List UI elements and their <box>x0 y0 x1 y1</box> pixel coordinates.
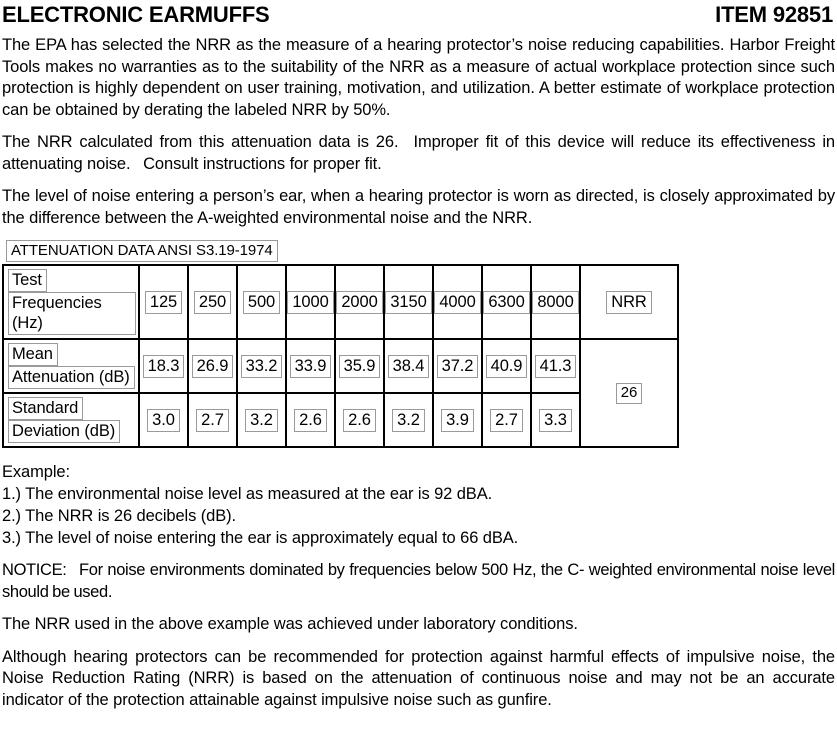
paragraph-noise-level: The level of noise entering a person’s ear, when a hearing protector is worn as directed, is closely approximated by the difference between the A-weighted environmental noise and the NRR. <box>2 187 835 227</box>
cell-value: 2.7 <box>490 409 523 432</box>
row-label-test-frequencies <box>3 265 139 339</box>
cell-value: 500 <box>243 291 280 314</box>
example-item-1: 1.) The environmental noise level as measured at the ear is 92 dBA. <box>2 485 493 503</box>
paragraph-nrr-calculated: The NRR calculated from this attenuation data is 26. Improper fit of this device will reduce its effectiveness in attenuating noise. Consult instructions for proper fit. <box>2 133 835 173</box>
cell-value: 3.0 <box>147 409 180 432</box>
attenuation-table-caption: ATTENUATION DATA ANSI S3.19-1974 <box>6 240 278 262</box>
example-item-3: 3.) The level of noise entering the ear is approximately equal to 66 dBA. <box>2 529 519 547</box>
table-row-test-frequencies <box>3 265 678 339</box>
cell-frequency-125 <box>139 265 188 339</box>
cell-nrr-header <box>580 265 678 339</box>
cell-value: 3.9 <box>441 409 474 432</box>
cell-value: 18.3 <box>143 355 185 378</box>
cell-value: 35.9 <box>339 355 381 378</box>
cell-mean-6300 <box>482 339 531 393</box>
cell-mean-125 <box>139 339 188 393</box>
cell-value: 37.2 <box>437 355 479 378</box>
table-row-mean-attenuation <box>3 339 678 393</box>
cell-sd-2000 <box>335 393 384 447</box>
cell-mean-4000 <box>433 339 482 393</box>
cell-sd-3150 <box>384 393 433 447</box>
cell-nrr-value <box>580 339 678 447</box>
nrr-value: 26 <box>616 383 643 404</box>
cell-sd-250 <box>188 393 237 447</box>
row-label-line-1: Standard <box>8 397 83 420</box>
cell-frequency-4000 <box>433 265 482 339</box>
cell-value: 6300 <box>483 291 529 314</box>
cell-value: 33.9 <box>290 355 332 378</box>
cell-value: 3.2 <box>245 409 278 432</box>
cell-frequency-8000 <box>531 265 580 339</box>
row-label-line-1: Mean <box>8 343 58 366</box>
cell-value: 3.3 <box>539 409 572 432</box>
example-block <box>0 461 837 549</box>
cell-frequency-2000 <box>335 265 384 339</box>
row-label-line-2: Deviation (dB) <box>8 420 120 443</box>
example-item-2: 2.) The NRR is 26 decibels (dB). <box>2 507 237 525</box>
cell-frequency-1000 <box>286 265 335 339</box>
cell-mean-2000 <box>335 339 384 393</box>
cell-value: 26.9 <box>192 355 234 378</box>
table-row-standard-deviation <box>3 393 678 447</box>
cell-mean-1000 <box>286 339 335 393</box>
cell-value: 4000 <box>434 291 480 314</box>
nrr-header-label: NRR <box>606 291 651 314</box>
cell-mean-500 <box>237 339 286 393</box>
cell-sd-500 <box>237 393 286 447</box>
example-heading: Example: <box>2 463 70 481</box>
attenuation-data-section <box>0 240 837 448</box>
cell-sd-8000 <box>531 393 580 447</box>
cell-value: 41.3 <box>535 355 577 378</box>
cell-frequency-500 <box>237 265 286 339</box>
cell-mean-8000 <box>531 339 580 393</box>
cell-frequency-3150 <box>384 265 433 339</box>
paragraph-impulsive-noise: Although hearing protectors can be recommended for protection against harmful effects of impulsive noise, the Noise Reduction Rating (NRR) is based on the attenuation of continuous noise and may not be an accurate indicator of the protection attainable against impulsive noise such as gunfire. <box>2 647 835 709</box>
cell-value: 3.2 <box>392 409 425 432</box>
paragraph-epa-statement: The EPA has selected the NRR as the measure of a hearing protector’s noise reducing capabilities. Harbor Freight Tools makes no warranties as to the suitability of the NRR as a measure of actual workplace protection since such protection is highly dependent on user training, motivation, and utilization. A better estimate of workplace protection can be obtained by derating the labeled NRR by 50%. <box>2 36 835 119</box>
cell-sd-6300 <box>482 393 531 447</box>
cell-sd-125 <box>139 393 188 447</box>
cell-value: 33.2 <box>241 355 283 378</box>
cell-value: 2000 <box>336 291 382 314</box>
cell-mean-3150 <box>384 339 433 393</box>
row-label-standard-deviation <box>3 393 139 447</box>
cell-mean-250 <box>188 339 237 393</box>
cell-value: 38.4 <box>388 355 430 378</box>
attenuation-data-table <box>2 264 679 448</box>
cell-sd-4000 <box>433 393 482 447</box>
item-number: ITEM 92851 <box>715 2 833 27</box>
cell-value: 3150 <box>385 291 431 314</box>
paragraph-notice: NOTICE: For noise environments dominated by frequencies below 500 Hz, the C- weighted environmental noise level should be used. <box>2 561 835 601</box>
cell-value: 1000 <box>287 291 333 314</box>
cell-value: 2.6 <box>294 409 327 432</box>
cell-value: 40.9 <box>486 355 528 378</box>
paragraph-lab-conditions: The NRR used in the above example was achieved under laboratory conditions. <box>2 615 578 633</box>
cell-value: 2.7 <box>196 409 229 432</box>
cell-value: 2.6 <box>343 409 376 432</box>
cell-value: 8000 <box>532 291 578 314</box>
cell-value: 125 <box>145 291 182 314</box>
cell-sd-1000 <box>286 393 335 447</box>
page-title: ELECTRONIC EARMUFFS <box>2 2 270 27</box>
row-label-line-2: Attenuation (dB) <box>8 366 135 389</box>
row-label-line-1: Test <box>8 269 47 292</box>
cell-frequency-250 <box>188 265 237 339</box>
row-label-line-2: Frequencies (Hz) <box>8 292 136 335</box>
row-label-mean-attenuation <box>3 339 139 393</box>
document-header <box>0 0 837 29</box>
cell-frequency-6300 <box>482 265 531 339</box>
cell-value: 250 <box>194 291 231 314</box>
